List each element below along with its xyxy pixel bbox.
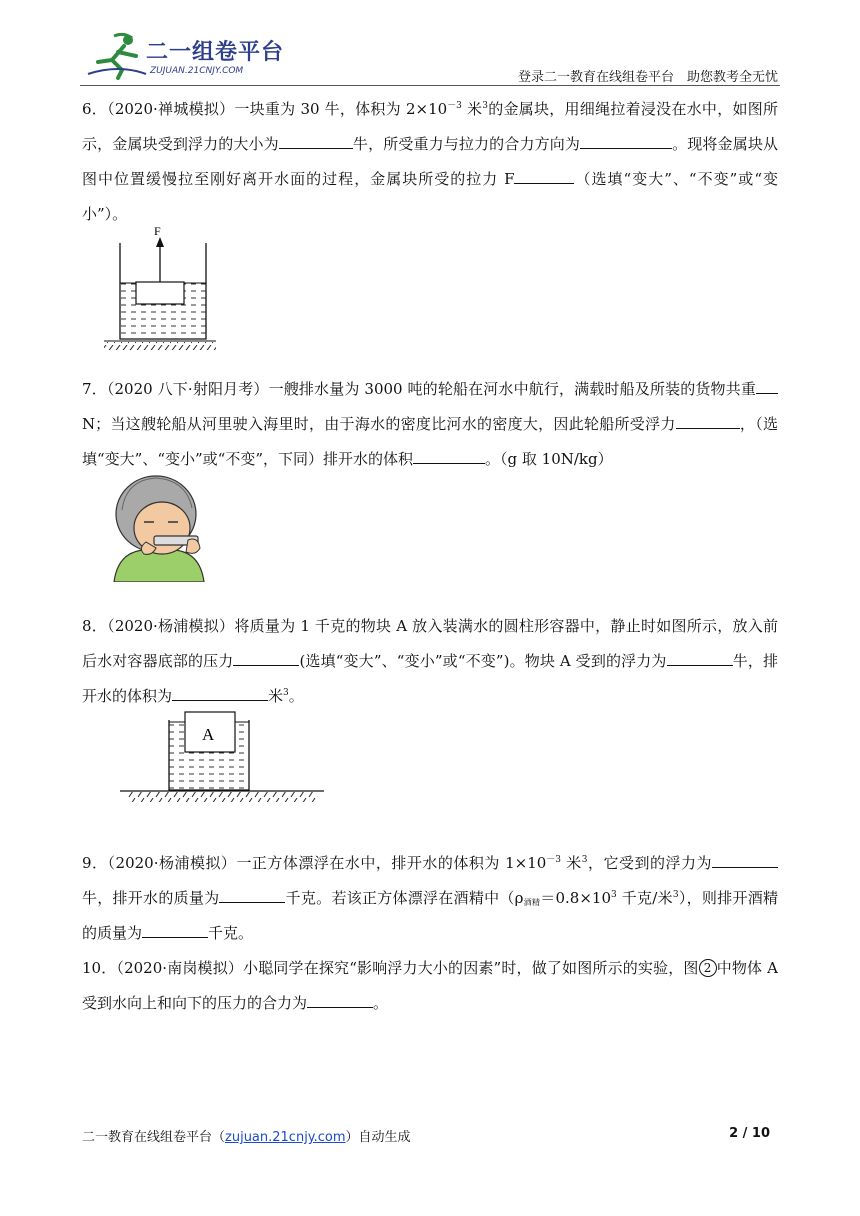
question-text: 牛，所受重力与拉力的合力方向为 [352, 135, 580, 153]
block-label: A [202, 725, 215, 744]
question-text: 的金属块，用细绳拉着浸没在水中，如图所示，金属块受到浮力的大小为 [82, 100, 778, 153]
exponent: 3 [672, 890, 679, 900]
answer-blank[interactable] [233, 645, 299, 666]
question-text: 一块重为 30 牛，体积为 2×10 [234, 100, 448, 118]
question-text: N；当这艘轮船从河里驶入海里时，由于海水的密度比河水的密度大，因此轮船所受浮力 [82, 415, 676, 433]
question-text: 一正方体漂浮在水中，排开水的体积为 1×10 [236, 854, 547, 872]
question-10 [82, 951, 778, 1021]
question-9 [82, 846, 778, 951]
exponent: 3 [581, 855, 588, 865]
logo-title: 二一组卷平台 [146, 40, 285, 65]
page-header [0, 0, 860, 90]
question-source: （2020·杨浦模拟） [107, 854, 237, 872]
exponent: 3 [611, 890, 617, 900]
question-number: 9． [82, 854, 108, 872]
force-label: F [154, 225, 161, 238]
question-text: 牛，排开水的质量为 [82, 889, 220, 907]
answer-blank[interactable] [756, 373, 778, 394]
footer-text: 二一教育在线组卷平台（ [82, 1130, 226, 1145]
question-text: 牛，排开水的体积为 [82, 652, 778, 705]
exponent: 3 [283, 688, 289, 698]
logo-subtitle: ZUJUAN.21CNJY.COM [150, 66, 244, 76]
exponent: －3 [447, 101, 462, 111]
question-7 [82, 372, 778, 477]
question-text: 。（g 取 10N/kg） [485, 450, 613, 468]
question-text: 小聪同学在探究“影响浮力大小的因素”时，做了如图所示的实验，图 [243, 959, 699, 977]
question-text: 。现将金属块从图中位置缓慢拉至刚好离开水面的过程，金属块所受的拉力 F [82, 135, 778, 188]
answer-blank[interactable] [676, 408, 740, 429]
circled-number: 2 [699, 959, 717, 977]
question-text: 。 [288, 687, 304, 705]
question-text: 将质量为 1 千克的物块 A 放入装满水的圆柱形容器中，静止时如图所示，放入前后水对容器底部的压力 [82, 617, 779, 670]
footer-text: ）自动生成 [345, 1130, 411, 1145]
question-text: 米 [461, 100, 483, 118]
answer-blank[interactable] [307, 987, 373, 1008]
footer-site-link[interactable]: zujuan.21cnjy.com [225, 1130, 346, 1145]
question-text: 。 [373, 994, 389, 1012]
question-number: 8． [82, 617, 108, 635]
answer-blank[interactable] [514, 163, 574, 184]
exponent: －3 [546, 855, 562, 865]
question-text: 米 [268, 687, 284, 705]
container-with-block-figure [100, 225, 220, 355]
question-number: 6． [82, 100, 108, 118]
question-text: 一艘排水量为 3000 吨的轮船在河水中航行，满载时船及所装的货物共重 [268, 380, 757, 398]
question-text: ，它受到的浮力为 [587, 854, 712, 872]
question-source: （2020 八下·射阳月考） [106, 380, 269, 398]
question-source: （2020·杨浦模拟） [107, 617, 235, 635]
exponent: 3 [482, 101, 488, 111]
ground-hatch [104, 342, 216, 350]
question-number: 10． [82, 959, 117, 977]
question-source: （2020·南岗模拟） [116, 959, 244, 977]
header-slogan: 登录二一教育在线组卷平台 助您教考全无忧 [517, 70, 778, 85]
question-number: 7． [82, 380, 107, 398]
page-number: 2 / 10 [729, 1126, 770, 1141]
ground-hatch [128, 792, 318, 802]
answer-blank[interactable] [413, 443, 485, 464]
answer-blank[interactable] [667, 645, 733, 666]
page-footer [82, 1126, 778, 1145]
question-text: ，（选填“变大”、“变小”或“不变”，下同）排开水的体积 [82, 415, 778, 468]
answer-blank[interactable] [279, 128, 353, 149]
question-text: 千克。 [208, 924, 254, 942]
answer-blank[interactable] [219, 882, 285, 903]
answer-blank[interactable] [580, 128, 672, 149]
answer-blank[interactable] [142, 917, 208, 938]
header-divider [80, 85, 780, 86]
answer-blank[interactable] [712, 847, 778, 868]
question-8 [82, 609, 778, 714]
question-text: 米 [561, 854, 582, 872]
question-text: ＝0.8×10 [540, 889, 612, 907]
floating-block-a-figure [118, 708, 328, 806]
answer-blank[interactable] [172, 680, 268, 701]
man-playing-harmonica-illustration [104, 470, 214, 582]
force-arrow-icon [156, 237, 164, 247]
question-source: （2020·禅城模拟） [107, 100, 235, 118]
question-text: 千克。若该正方体漂浮在酒精中（ρ [285, 889, 524, 907]
question-text: ），则排开酒精的质量为 [82, 889, 778, 942]
question-6 [82, 92, 778, 232]
question-text: （选填“变大”、“不变”或“变小”）。 [82, 170, 778, 223]
question-text: 千克/米 [616, 889, 673, 907]
subscript: 酒精 [523, 898, 541, 907]
question-text: (选填“变大”、“变小”或“不变”)。物块 A 受到的浮力为 [299, 652, 667, 670]
question-text: 中物体 A 受到水向上和向下的压力的合力为 [82, 959, 778, 1012]
metal-block [136, 282, 184, 304]
